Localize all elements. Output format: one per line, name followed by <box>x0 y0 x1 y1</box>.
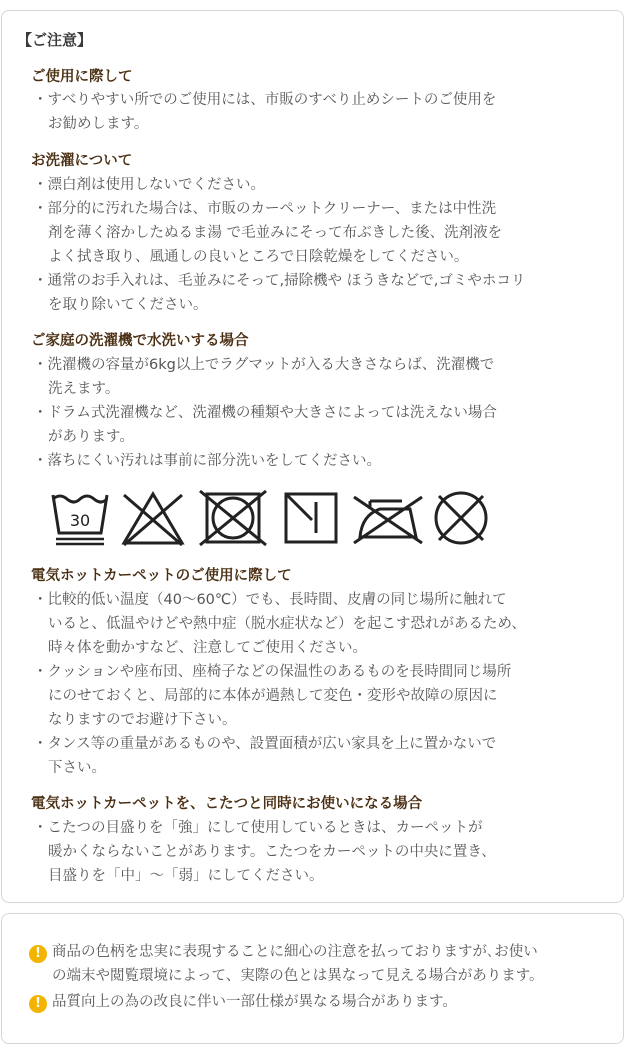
section-line: ・タンス等の重量があるものや、設置面積が広い家具を上に置かないで <box>33 736 497 752</box>
section-line: 目盛りを「中」～「弱」にしてください。 <box>48 868 324 884</box>
section-line: ・落ちにくい汚れは事前に部分洗いをしてください。 <box>33 453 381 469</box>
section-line: よく拭き取り、風通しの良いところで日陰乾燥をしてください。 <box>48 249 469 265</box>
section-line: お勧めします。 <box>48 116 149 132</box>
section-line: ・こたつの目盛りを「強」にして使用しているときは、カーペットが <box>33 820 483 836</box>
section-line: 時々体を動かすなど、注意してご使用ください。 <box>48 640 367 656</box>
section-line: いると、低温やけどや熱中症（脱水症状など）を起こす恐れがあるため、 <box>48 616 526 632</box>
care-icons <box>50 489 500 549</box>
section-line: ・ドラム式洗濯機など、洗濯機の種類や大きさによっては洗えない場合 <box>33 405 497 421</box>
section-line: ・通常のお手入れは、毛並みにそって,掃除機や ほうきなどで,ゴミやホコリ <box>33 273 526 289</box>
section-line: 暖かくならないことがあります。こたつをカーペットの中央に置き、 <box>48 844 496 860</box>
line-dry-shade-icon <box>282 489 340 547</box>
section-line: 剤を薄く溶かしたぬるま湯 で毛並みにそって布ぶきした後、洗剤液を <box>48 225 503 241</box>
section-line: なりますのでお避け下さい。 <box>48 712 237 728</box>
no-iron-icon <box>352 489 424 547</box>
section-heading-usage: ご使用に際して <box>31 69 133 85</box>
section-line: ・すべりやすい所でのご使用には、市販のすべり止めシートのご使用を <box>33 92 497 108</box>
no-dry-clean-icon <box>430 489 492 547</box>
wash-30-icon <box>50 489 110 547</box>
notice-line: 商品の色柄を忠実に表現することに細心の注意を払っておりますが､お使い <box>52 944 538 960</box>
section-line: 下さい。 <box>48 760 106 776</box>
section-line: を取り除いてください。 <box>48 297 208 313</box>
caution-title: 【ご注意】 <box>17 31 93 49</box>
no-bleach-icon <box>120 489 186 547</box>
section-line: ・漂白剤は使用しないでください。 <box>33 177 265 193</box>
section-line: ・洗濯機の容量が6kg以上でラグマットが入る大きさならば、洗濯機で <box>33 357 495 373</box>
notice-panel <box>1 913 624 1044</box>
section-line: があります。 <box>48 429 134 445</box>
section-line: ・比較的低い温度（40～60℃）でも、長時間、皮膚の同じ場所に触れて <box>33 592 507 608</box>
notice-line: の端末や閲覧環境によって、実際の色とは異なって見える場合があります。 <box>52 968 544 984</box>
section-line: ・部分的に汚れた場合は、市販のカーペットクリーナー、または中性洗 <box>33 201 497 217</box>
section-line: にのせておくと、局部的に本体が過熱して変色・変形や故障の原因に <box>48 688 498 704</box>
wash-temp-label: 30 <box>69 511 91 530</box>
caution-panel <box>1 10 624 903</box>
section-heading-hot-carpet: 電気ホットカーペットのご使用に際して <box>31 568 292 584</box>
section-heading-kotatsu: 電気ホットカーペットを、こたつと同時にお使いになる場合 <box>31 796 423 812</box>
section-line: 洗えます。 <box>48 381 120 397</box>
section-line: ・クッションや座布団、座椅子などの保温性のあるものを長時間同じ場所 <box>33 664 512 680</box>
no-tumble-dry-icon <box>198 489 268 547</box>
section-heading-washing: お洗濯について <box>31 153 133 169</box>
section-heading-machine-wash: ご家庭の洗濯機で水洗いする場合 <box>31 333 249 349</box>
warning-icon: ! <box>29 945 47 963</box>
warning-icon: ! <box>29 995 47 1013</box>
notice-line: 品質向上の為の改良に伴い一部仕様が異なる場合があります。 <box>52 994 457 1010</box>
